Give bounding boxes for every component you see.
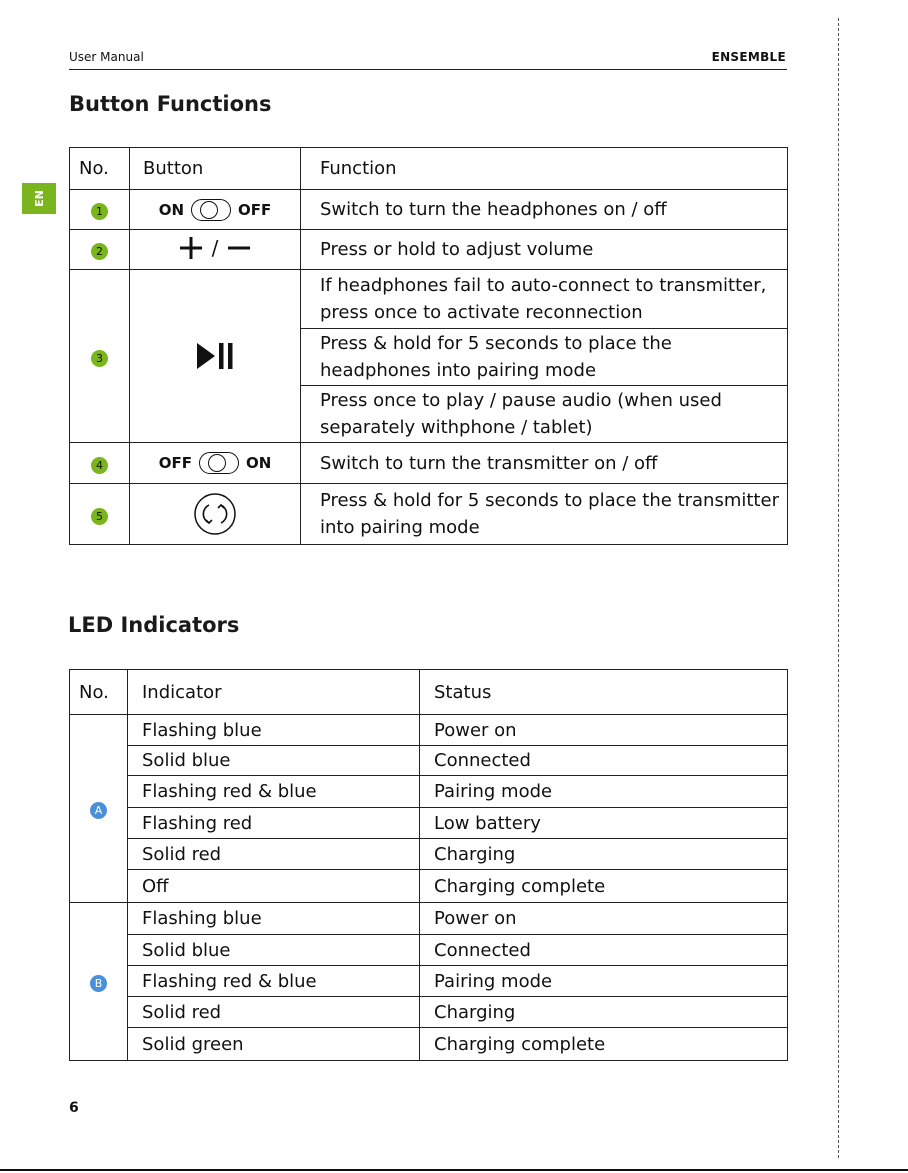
header-no: No. bbox=[70, 148, 130, 190]
group-label-cell bbox=[70, 715, 128, 903]
button-functions-title: Button Functions bbox=[69, 92, 272, 116]
indicator-cell: Solid blue bbox=[128, 935, 420, 966]
table-header-row bbox=[70, 148, 788, 190]
language-tab bbox=[22, 183, 56, 214]
switch-left-label: OFF bbox=[158, 454, 192, 472]
status-cell: Pairing mode bbox=[420, 966, 788, 997]
header-status: Status bbox=[420, 670, 788, 715]
table-row bbox=[70, 190, 788, 230]
function-cell: If headphones fail to auto-connect to transmitter, press once to activate reconnection bbox=[301, 270, 788, 329]
cut-line bbox=[838, 18, 839, 1158]
led-indicators-table bbox=[69, 669, 788, 1061]
number-badge: 2 bbox=[91, 243, 108, 260]
indicator-cell: Flashing red bbox=[128, 808, 420, 839]
slide-switch-icon bbox=[191, 199, 231, 221]
status-cell: Charging complete bbox=[420, 1028, 788, 1061]
number-badge: 3 bbox=[91, 350, 108, 367]
button-cell bbox=[130, 230, 301, 270]
table-row bbox=[70, 484, 788, 545]
indicator-cell: Flashing red & blue bbox=[128, 776, 420, 808]
table-row bbox=[70, 870, 788, 903]
function-cell: Press & hold for 5 seconds to place the transmitter into pairing mode bbox=[301, 484, 788, 545]
pairing-sync-icon bbox=[193, 492, 237, 536]
volume-separator: / bbox=[211, 235, 219, 260]
status-cell: Charging complete bbox=[420, 870, 788, 903]
header-function: Function bbox=[301, 148, 788, 190]
table-row bbox=[70, 746, 788, 776]
plus-icon bbox=[180, 237, 202, 259]
slide-switch-icon bbox=[199, 452, 239, 474]
row-number-cell bbox=[70, 484, 130, 545]
table-row bbox=[70, 935, 788, 966]
table-row bbox=[70, 839, 788, 870]
header-title: User Manual bbox=[69, 50, 144, 64]
transmitter-switch bbox=[159, 452, 272, 474]
play-pause-icon bbox=[195, 341, 235, 371]
header-indicator: Indicator bbox=[128, 670, 420, 715]
header-divider bbox=[69, 69, 787, 70]
indicator-cell: Flashing blue bbox=[128, 715, 420, 746]
button-cell bbox=[130, 484, 301, 545]
number-badge: 5 bbox=[91, 508, 108, 525]
function-cell: Press or hold to adjust volume bbox=[301, 230, 788, 270]
switch-right-label: OFF bbox=[238, 200, 272, 219]
header-button: Button bbox=[130, 148, 301, 190]
letter-badge: B bbox=[90, 975, 107, 992]
button-cell bbox=[130, 270, 301, 443]
minus-icon bbox=[228, 237, 250, 259]
function-cell: Switch to turn the headphones on / off bbox=[301, 190, 788, 230]
status-cell: Charging bbox=[420, 997, 788, 1028]
indicator-cell: Solid red bbox=[128, 997, 420, 1028]
status-cell: Pairing mode bbox=[420, 776, 788, 808]
led-indicators-title: LED Indicators bbox=[68, 613, 240, 637]
number-badge: 4 bbox=[91, 457, 108, 474]
switch-right-label: ON bbox=[245, 454, 272, 472]
indicator-cell: Off bbox=[128, 870, 420, 903]
table-row bbox=[70, 230, 788, 270]
table-row bbox=[70, 966, 788, 997]
table-row bbox=[70, 776, 788, 808]
table-row bbox=[70, 443, 788, 484]
volume-plus-minus-icon bbox=[180, 236, 251, 260]
bottom-divider bbox=[0, 1169, 908, 1171]
indicator-cell: Flashing red & blue bbox=[128, 966, 420, 997]
power-switch bbox=[159, 199, 272, 221]
table-row bbox=[70, 808, 788, 839]
button-functions-table bbox=[69, 147, 788, 545]
status-cell: Low battery bbox=[420, 808, 788, 839]
status-cell: Connected bbox=[420, 935, 788, 966]
language-tab-label: EN bbox=[32, 190, 46, 207]
page-number: 6 bbox=[69, 1100, 79, 1116]
number-badge: 1 bbox=[91, 203, 108, 220]
status-cell: Power on bbox=[420, 715, 788, 746]
status-cell: Connected bbox=[420, 746, 788, 776]
status-cell: Power on bbox=[420, 903, 788, 935]
row-number-cell bbox=[70, 443, 130, 484]
letter-badge: A bbox=[90, 802, 107, 819]
indicator-cell: Solid blue bbox=[128, 746, 420, 776]
header-no: No. bbox=[70, 670, 128, 715]
button-cell bbox=[130, 443, 301, 484]
indicator-cell: Flashing blue bbox=[128, 903, 420, 935]
table-row bbox=[70, 715, 788, 746]
button-cell bbox=[130, 190, 301, 230]
indicator-cell: Solid red bbox=[128, 839, 420, 870]
table-row bbox=[70, 1028, 788, 1061]
table-row bbox=[70, 270, 788, 329]
row-number-cell bbox=[70, 190, 130, 230]
row-number-cell bbox=[70, 270, 130, 443]
function-cell: Switch to turn the transmitter on / off bbox=[301, 443, 788, 484]
table-row bbox=[70, 903, 788, 935]
switch-left-label: ON bbox=[158, 200, 185, 219]
function-cell: Press & hold for 5 seconds to place the headphones into pairing mode bbox=[301, 329, 788, 386]
indicator-cell: Solid green bbox=[128, 1028, 420, 1061]
row-number-cell bbox=[70, 230, 130, 270]
group-label-cell bbox=[70, 903, 128, 1061]
header-brand: ENSEMBLE bbox=[711, 50, 786, 64]
status-cell: Charging bbox=[420, 839, 788, 870]
table-row bbox=[70, 997, 788, 1028]
function-cell: Press once to play / pause audio (when used separately withphone / tablet) bbox=[301, 386, 788, 443]
table-header-row bbox=[70, 670, 788, 715]
